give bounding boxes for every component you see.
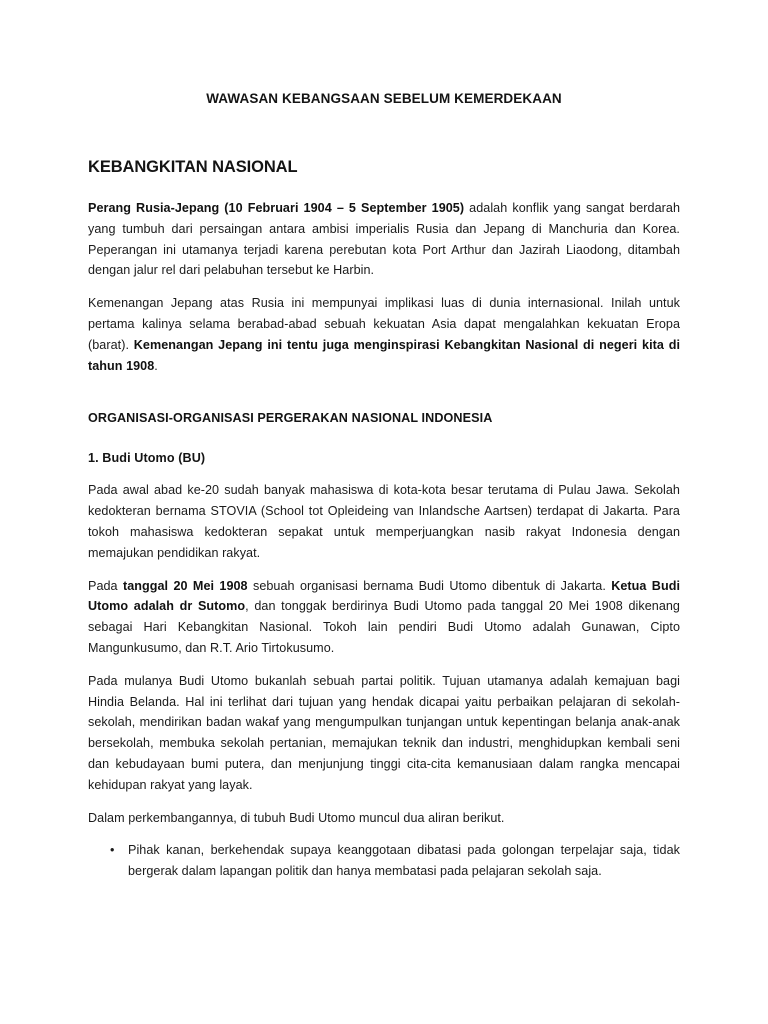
document-title: WAWASAN KEBANGSAAN SEBELUM KEMERDEKAAN [206, 91, 562, 106]
bullet-marker-icon: • [110, 843, 115, 858]
spacer [88, 178, 680, 198]
bullet-list-aliran [88, 840, 680, 882]
bold-run-kebangkitan-nasional: Kemenangan Jepang ini tentu juga menginspirasi Kebangkitan Nasional di negeri kita di tahun 1908 [88, 337, 680, 373]
paragraph-2-lead: Kemenangan Jepang atas Rusia ini mempunyai implikasi luas di dunia internasional. Inilah untuk pertama kalinya selama berabad-abad sebuah kekuatan Asia dapat mengalahkan kekuatan Eropa (barat). [88, 296, 680, 352]
paragraph-1-rest: adalah konflik yang sangat berdarah yang tumbuh dari persaingan antara ambisi imperialis Rusia dan Jepang di Manchuria dan Korea. Peperangan ini utamanya terjadi karena perebutan kota Port Arthur dan Jazirah Liaodong, ditambah dengan jalur rel dari pelabuhan tersebut ke Harbin. [88, 201, 680, 278]
paragraph-4-lead: Pada [88, 578, 123, 593]
paragraph-tanggal-20-mei-1908 [88, 576, 680, 659]
spacer [88, 376, 680, 396]
spacer [88, 564, 680, 576]
paragraph-dua-aliran: Dalam perkembangannya, di tubuh Budi Utomo muncul dua aliran berikut. [88, 810, 505, 825]
paragraph-tujuan-budi-utomo: Pada mulanya Budi Utomo bukanlah sebuah partai politik. Tujuan utamanya adalah kemajuan bagi Hindia Belanda. Hal ini terlihat dari tujuan yang hendak dicapai yaitu perbaikan pelajaran di sekolah-sekolah, mendirikan badan wakaf yang mengumpulkan tunjangan untuk kepentingan belanja anak-anak bersekolah, membuka sekolah pertanian, memajukan teknik dan industri, menghidupkan kembali seni dan kebudayaan bumi putera, dan menjunjung tinggi cita-cita kemanusiaan dalam rangka mencapai kehidupan rakyat yang layak. [88, 673, 680, 792]
spacer [88, 828, 680, 840]
paragraph-4-mid: sebuah organisasi bernama Budi Utomo dibentuk di Jakarta. [247, 578, 612, 593]
bold-run-ketua-budi-utomo: Ketua Budi Utomo adalah dr Sutomo [88, 578, 680, 614]
list-item-text: Pihak kanan, berkehendak supaya keanggotaan dibatasi pada golongan terpelajar saja, tidak bergerak dalam lapangan politik dan hanya membatasi pada pelajaran sekolah saja. [128, 843, 680, 879]
spacer [88, 796, 680, 808]
paragraph-perang-rusia-jepang [88, 198, 680, 281]
spacer [88, 468, 680, 480]
bold-run-tanggal-20-mei-1908: tanggal 20 Mei 1908 [122, 578, 248, 593]
heading-budi-utomo: 1. Budi Utomo (BU) [88, 451, 206, 466]
spacer [88, 396, 680, 408]
spacer [88, 428, 680, 448]
spacer [88, 659, 680, 671]
list-item [88, 840, 680, 882]
paragraph-4-tail: , dan tonggak berdirinya Budi Utomo pada tanggal 20 Mei 1908 dikenang sebagai Hari Kebangkitan Nasional. Tokoh lain pendiri Budi Utomo adalah Gunawan, Cipto Mangunkusumo, dan R.T. Ario Tirtokusumo. [88, 599, 680, 655]
bold-run-perang-rusia-jepang: Perang Rusia-Jepang (10 Februari 1904 – 5 September 1905) [88, 201, 465, 215]
paragraph-kemenangan-jepang [88, 293, 680, 376]
spacer [88, 281, 680, 293]
heading-organisasi-pergerakan-nasional: ORGANISASI-ORGANISASI PERGERAKAN NASIONAL INDONESIA [88, 411, 493, 426]
paragraph-stovia: Pada awal abad ke-20 sudah banyak mahasiswa di kota-kota besar terutama di Pulau Jawa. Sekolah kedokteran bernama STOVIA (School tot Opleideing van Inlandsche Aartsen) terdapat di Jakarta. Para tokoh mahasiswa kedokteran sepakat untuk memperjuangkan nasib rakyat Indonesia dengan memajukan pendidikan rakyat. [88, 483, 680, 560]
paragraph-2-end: . [154, 358, 158, 373]
section-heading-kebangkitan-nasional: KEBANGKITAN NASIONAL [88, 158, 298, 176]
